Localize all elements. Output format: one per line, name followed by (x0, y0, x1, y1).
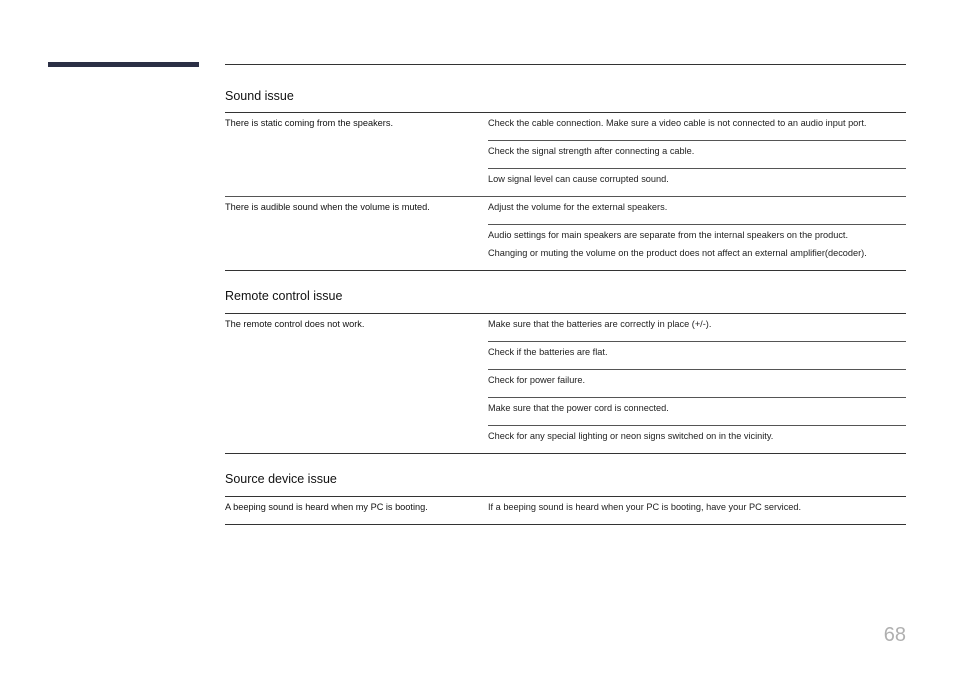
solution-text: Check the signal strength after connecting a cable. (488, 146, 695, 156)
solution-cell (488, 497, 906, 525)
solution-cell (488, 197, 906, 225)
table-row (225, 197, 906, 225)
troubleshooting-table (225, 313, 906, 454)
solution-text: Check for power failure. (488, 375, 586, 385)
solution-cell (488, 370, 906, 398)
solution-cell (488, 141, 906, 169)
solution-text: Check for any special lighting or neon signs switched on in the vicinity. (488, 431, 774, 441)
table-row (225, 314, 906, 342)
solution-text: If a beeping sound is heard when your PC is booting, have your PC serviced. (488, 502, 802, 512)
problem-cell: There is audible sound when the volume is muted. (225, 202, 430, 212)
solution-cell (488, 426, 906, 454)
troubleshooting-table (225, 496, 906, 525)
solution-cell (488, 169, 906, 197)
solution-cell (488, 225, 906, 271)
section-title: Source device issue (225, 472, 337, 486)
troubleshooting-section (225, 64, 906, 271)
problem-cell: A beeping sound is heard when my PC is booting. (225, 502, 428, 512)
troubleshooting-table (225, 112, 906, 271)
table-row (225, 113, 906, 141)
solution-cell (488, 342, 906, 370)
section-title: Sound issue (225, 89, 294, 103)
section-title: Remote control issue (225, 289, 343, 303)
solution-text: Changing or muting the volume on the product does not affect an external amplifier(decoder). (488, 248, 867, 258)
table-row (225, 497, 906, 525)
troubleshooting-content (225, 64, 906, 525)
solution-text: Make sure that the batteries are correctly in place (+/-). (488, 319, 712, 329)
solution-text: Audio settings for main speakers are separate from the internal speakers on the product. (488, 230, 849, 240)
solution-text: Make sure that the power cord is connected. (488, 403, 669, 413)
header-accent-bar (48, 62, 199, 67)
troubleshooting-section (225, 271, 906, 454)
page-number: 68 (883, 624, 906, 646)
troubleshooting-section (225, 454, 906, 525)
problem-cell: The remote control does not work. (225, 319, 365, 329)
problem-cell: There is static coming from the speakers. (225, 118, 393, 128)
solution-cell (488, 314, 906, 342)
solution-cell (488, 398, 906, 426)
solution-text: Adjust the volume for the external speakers. (488, 202, 668, 212)
solution-text: Check the cable connection. Make sure a video cable is not connected to an audio input port. (488, 118, 867, 128)
solution-text: Check if the batteries are flat. (488, 347, 608, 357)
solution-cell (488, 113, 906, 141)
solution-text: Low signal level can cause corrupted sound. (488, 174, 669, 184)
